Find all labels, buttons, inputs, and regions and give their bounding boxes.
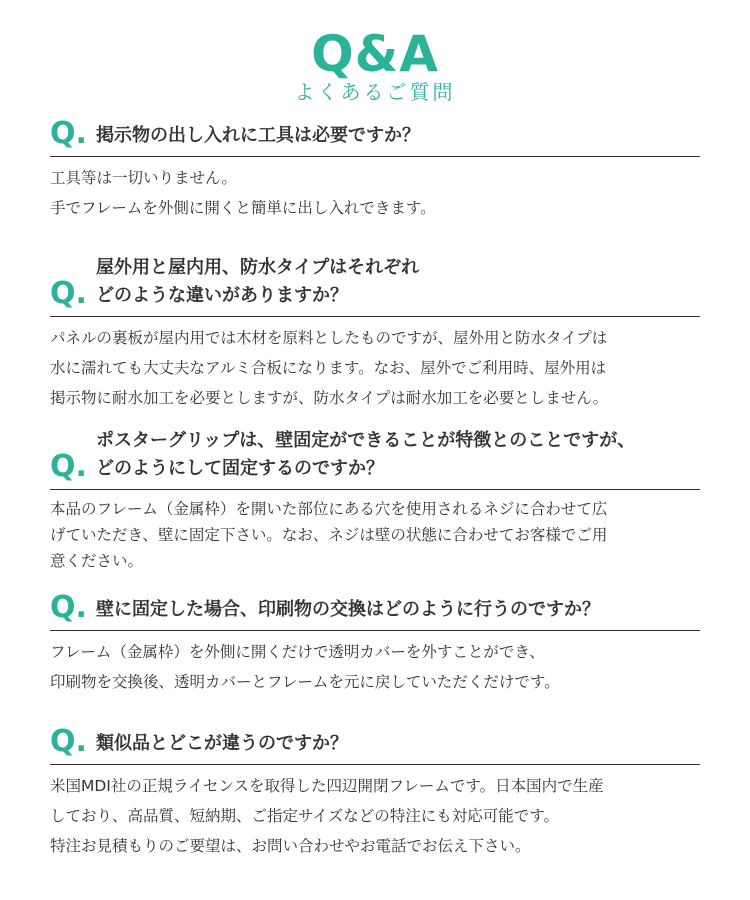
question-row [50, 118, 700, 157]
qa-item-1 [50, 118, 700, 223]
question-text: 類似品とどこが違うのですか？ [96, 733, 348, 754]
q-mark-icon: Q. [50, 590, 87, 625]
qa-item-2 [50, 254, 700, 413]
answer-text: パネルの裏板が屋内用では木材を原料としたものですが、屋外用と防水タイプは 水に濡れても大丈夫なアルミ合板になります。なお、屋外でご利用時、屋外用は 掲示物に耐水加工を必要としますが、防水タイプは耐水加工を必要としません。 [50, 329, 609, 407]
question-text: 壁に固定した場合、印刷物の交換はどのように行うのですか？ [96, 599, 600, 620]
page-subtitle: よくあるご質問 [294, 80, 456, 104]
answer-text: 工具等は一切いりません。 手でフレームを外側に開くと簡単に出し入れできます。 [50, 169, 436, 217]
q-mark-icon: Q. [50, 116, 87, 151]
q-mark-icon: Q. [50, 724, 87, 759]
question-row [50, 726, 700, 765]
answer-text: 米国MDI社の正規ライセンスを取得した四辺開閉フレームです。日本国内で生産 しており、高品質、短納期、ご指定サイズなどの特注にも対応可能です。 特注お見積もりのご要望は、お問い合わせやお電話でお伝え下さい。 [50, 777, 604, 855]
question-text: 屋外用と屋内用、防水タイプはそれぞれ どのような違いがありますか？ [96, 257, 420, 306]
page-title: Q&A [311, 25, 439, 83]
question-row [50, 254, 700, 317]
answer-text: 本品のフレーム（金属枠）を開いた部位にある穴を使用されるネジに合わせて広 げていただき、壁に固定下さい。なお、ネジは壁の状態に合わせてお客様でご用 意ください。 [50, 500, 608, 570]
qa-item-4 [50, 592, 700, 697]
qa-item-3 [50, 427, 700, 574]
question-text: 掲示物の出し入れに工具は必要ですか？ [96, 125, 420, 146]
q-mark-icon: Q. [50, 449, 87, 484]
question-row [50, 592, 700, 631]
faq-header [0, 0, 750, 104]
question-row [50, 427, 700, 490]
answer-text: フレーム（金属枠）を外側に開くだけで透明カバーを外すことができ、 印刷物を交換後、透明カバーとフレームを元に戻していただくだけです。 [50, 643, 560, 691]
q-mark-icon: Q. [50, 276, 87, 311]
question-text: ポスターグリップは、壁固定ができることが特徴とのことですが、 どのようにして固定するのですか？ [96, 430, 636, 479]
qa-item-5 [50, 726, 700, 861]
